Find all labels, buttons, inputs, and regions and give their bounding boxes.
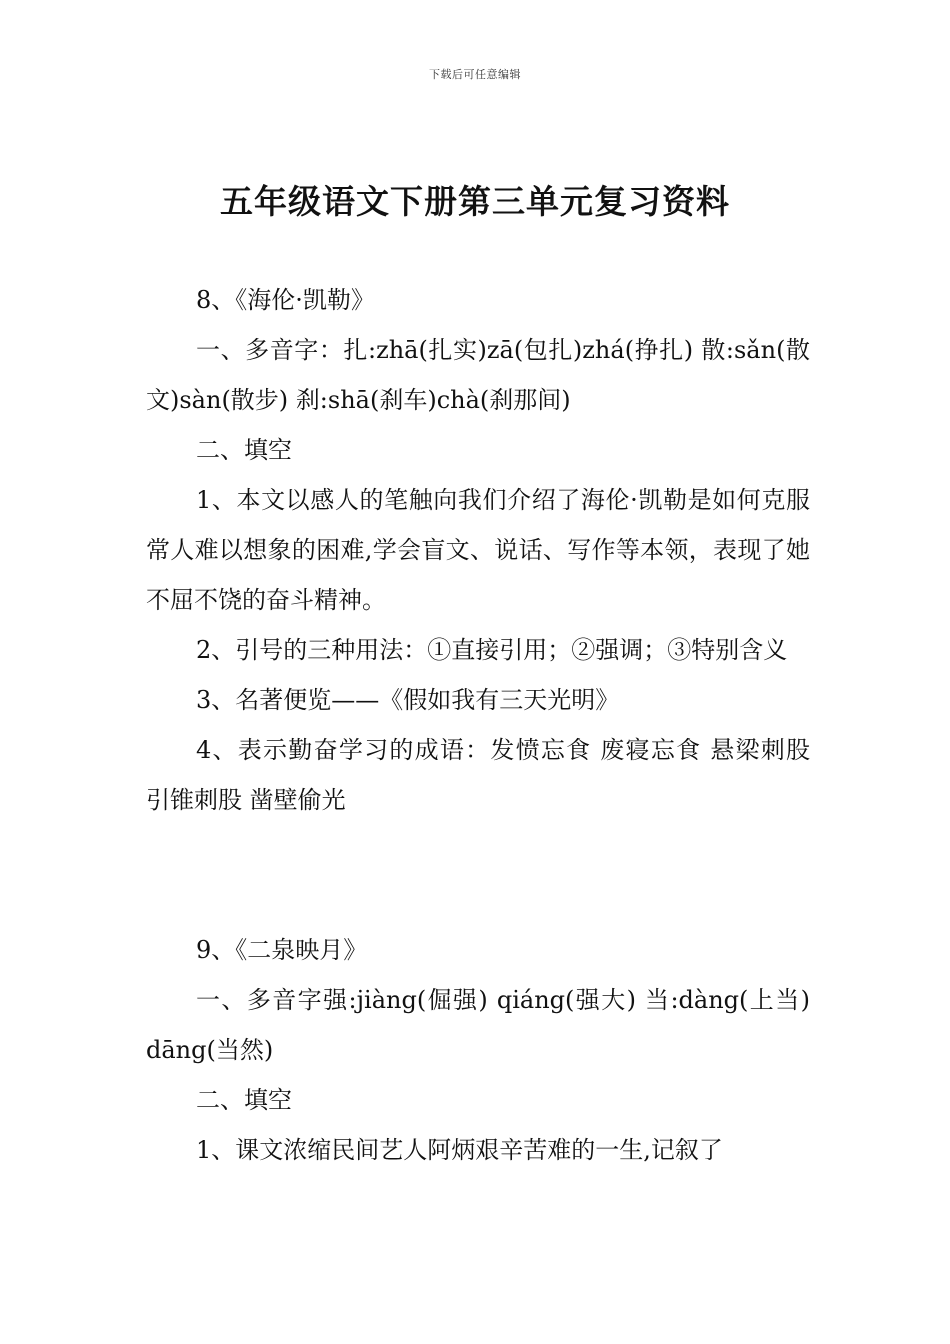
- document-title: 五年级语文下册第三单元复习资料: [220, 182, 730, 221]
- fill-item-1: 1、本文以感人的笔触向我们介绍了海伦·凯勒是如何克服常人难以想象的困难,学会盲文、说话、写作等本领，表现了她不屈不饶的奋斗精神。: [146, 486, 810, 614]
- polyphonic-characters: 一、多音字强:jiàng(倔强) qiáng(强大) 当:dàng(上当) dāng(当然): [146, 986, 810, 1064]
- section-heading-fill-blank: 二、填空: [196, 1086, 292, 1114]
- lesson-8-section: [146, 275, 810, 825]
- page-header: 下载后可任意编辑: [429, 68, 521, 81]
- fill-item-3: 3、名著便览——《假如我有三天光明》: [196, 686, 620, 714]
- document-body: [146, 275, 810, 1175]
- lesson-heading: 9、《二泉映月》: [196, 936, 368, 964]
- fill-item-2: 2、引号的三种用法：①直接引用；②强调；③特别含义: [196, 636, 788, 664]
- polyphonic-characters: 一、多音字：扎:zhā(扎实)zā(包扎)zhá(挣扎) 散:sǎn(散文)sàn(散步) 刹:shā(刹车)chà(刹那间): [146, 336, 810, 414]
- fill-item-4: 4、表示勤奋学习的成语：发愤忘食 废寝忘食 悬梁刺股 引锥刺股 凿壁偷光: [146, 736, 810, 814]
- lesson-9-section: [146, 925, 810, 1175]
- section-heading-fill-blank: 二、填空: [196, 436, 292, 464]
- fill-item-1: 1、课文浓缩民间艺人阿炳艰辛苦难的一生,记叙了: [196, 1136, 723, 1164]
- lesson-heading: 8、《海伦·凯勒》: [196, 286, 375, 314]
- section-spacer: [146, 825, 810, 925]
